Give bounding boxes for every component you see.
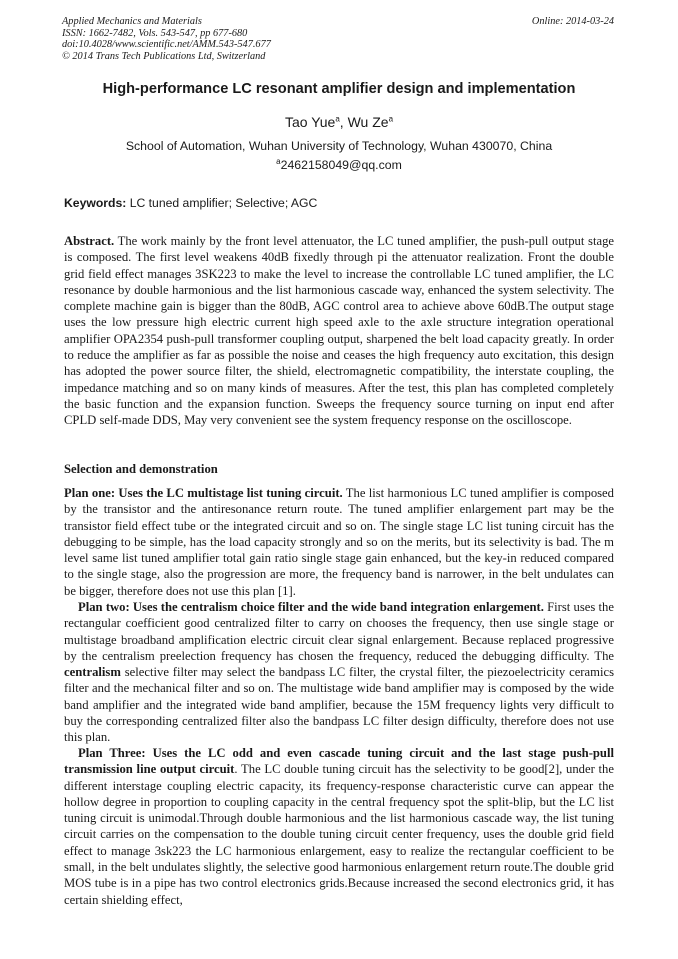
issn-line: ISSN: 1662-7482, Vols. 543-547, pp 677-680 bbox=[62, 27, 248, 39]
plan-one-text: The list harmonious LC tuned amplifier is composed by the transistor and the antiresonance return route. The tuned amplifier enlargement part may be the transistor field effect tube or the integrated circuit and so on. The single stage LC list tuning circuit has the debugging to be simple, has the load capacity strongly and so on the merits, but its selectivity is bad. The m level same list tuned amplifier total gain ratio single stage gain enhanced, but the key-in reduced compared to the single stage, also the progression are more, the frequency band is narrower, in the belt undulates can be bigger, therefore does not use this plan [1]. bbox=[64, 486, 614, 598]
keywords bbox=[64, 196, 317, 210]
plan-two-paragraph bbox=[64, 599, 614, 746]
plan-three-paragraph bbox=[64, 745, 614, 908]
abstract-label: Abstract. bbox=[64, 234, 115, 248]
author-name: Tao Yue bbox=[284, 114, 336, 130]
plan-two-bold-word: centralism bbox=[64, 665, 121, 680]
plan-three-text: . The LC double tuning circuit has the selectivity to be good[2], under the different interstage coupling electric capacity, its frequency-response characteristic curve can appear the hollow degree in proportion to coupling capacity in the central frequency spot the split-blip, but the LC list tuning circuit is unimodal.Through double harmonious and the list harmonious cascade way, the list tuning circuit carries on the compensation to the double tuning circuit center frequency, uses the double grid field effect to manage 3sk223 the LC harmonious enlargement, easy to realize the rectangular coefficient to be small, in the belt undulates slightly, the selective good harmonious enlargement return route.The double grid MOS tube is in a pipe has two control electronics grids.Because increased the second electronics grid, it has certain shielding effect, bbox=[64, 762, 614, 907]
journal-name: Applied Mechanics and Materials bbox=[62, 16, 202, 27]
abstract-text: The work mainly by the front level attenuator, the LC tuned amplifier, the push-pull output stage is composed. The first level weakens 40dB fixedly through pi the attenuator realization. Front the double grid field effect manages 3SK223 to make the level to increase the controllable LC tuned amplifier, the LC resonance by double harmonious and the list harmonious cascade way, enhanced the system selectivity. The complete machine gain is bigger than the 80dB, AGC control area to achieve above 60dB.The output stage uses the low pressure high electric current high speed axle to the axle structure integration operational amplifier OPA2354 push-pull transformer coupling output, sharpened the belt load capacity greatly. In order to reduce the amplifier as far as possible the noise and ceases the high frequency auto excitation, this design has adopted the power source filter, the shield, electromagnetic compatibility, the interstate coupling, the impedance matching and so on many kinds of measures. After the test, this plan has completed completely the basic function and the expansion function. Sweeps the frequency source turning on input end after CPLD self-made DDS, May very convenient see the system frequency response on the oscilloscope. bbox=[64, 234, 614, 428]
email-address: 2462158049@qq.com bbox=[280, 158, 402, 172]
paper-title: High-performance LC resonant amplifier design and implementation bbox=[102, 81, 576, 97]
plan-two-label: Plan two: Uses the centralism choice filter and the wide band integration enlargement. bbox=[78, 600, 544, 614]
plan-three-label: Plan Three: Uses the LC odd and even cascade tuning circuit and the last stage push-pull transmission line output circuit bbox=[64, 746, 614, 777]
plan-two-text-continued: selective filter may select the bandpass LC filter, the crystal filter, the piezoelectricity ceramics filter and the mechanical filter and so on. The multistage wide band amplifier may is composed by the wide band amplifier and the integrated wide band amplifier, because the 15M frequency lights very difficult to buy the corresponding centralized filter also the bandpass LC filter design difficulty, therefore does not use this plan. bbox=[64, 665, 614, 745]
abstract bbox=[64, 233, 614, 429]
plan-one-label: Plan one: Uses the LC multistage list tuning circuit. bbox=[64, 486, 343, 500]
doi-line: doi:10.4028/www.scientific.net/AMM.543-547.677 bbox=[62, 39, 271, 51]
author-list bbox=[0, 114, 678, 130]
online-date: Online: 2014-03-24 bbox=[531, 16, 614, 27]
section-heading: Selection and demonstration bbox=[64, 462, 218, 476]
author-email bbox=[0, 158, 678, 172]
plan-one-paragraph bbox=[64, 485, 614, 599]
author-affiliation-mark: a bbox=[335, 114, 340, 124]
affiliation: School of Automation, Wuhan University of Technology, Wuhan 430070, China bbox=[125, 139, 553, 153]
keywords-text: LC tuned amplifier; Selective; AGC bbox=[126, 196, 318, 210]
author-separator: , bbox=[339, 114, 348, 130]
email-affiliation-mark: a bbox=[276, 156, 281, 166]
plan-two-text: First uses the rectangular coefficient good centralized filter to carry on chooses the frequency, then use single stage or multistage broadband amplification electric circuit clear signal enlargement. Because replaced progressive by the centralism preelection frequency has chosen the frequency, reduced the debugging difficulty. The bbox=[64, 600, 614, 663]
author-affiliation-mark: a bbox=[388, 114, 394, 124]
copyright-line: © 2014 Trans Tech Publications Ltd, Switzerland bbox=[62, 50, 266, 62]
author-name: Wu Ze bbox=[347, 114, 389, 130]
keywords-label: Keywords: bbox=[64, 196, 127, 210]
